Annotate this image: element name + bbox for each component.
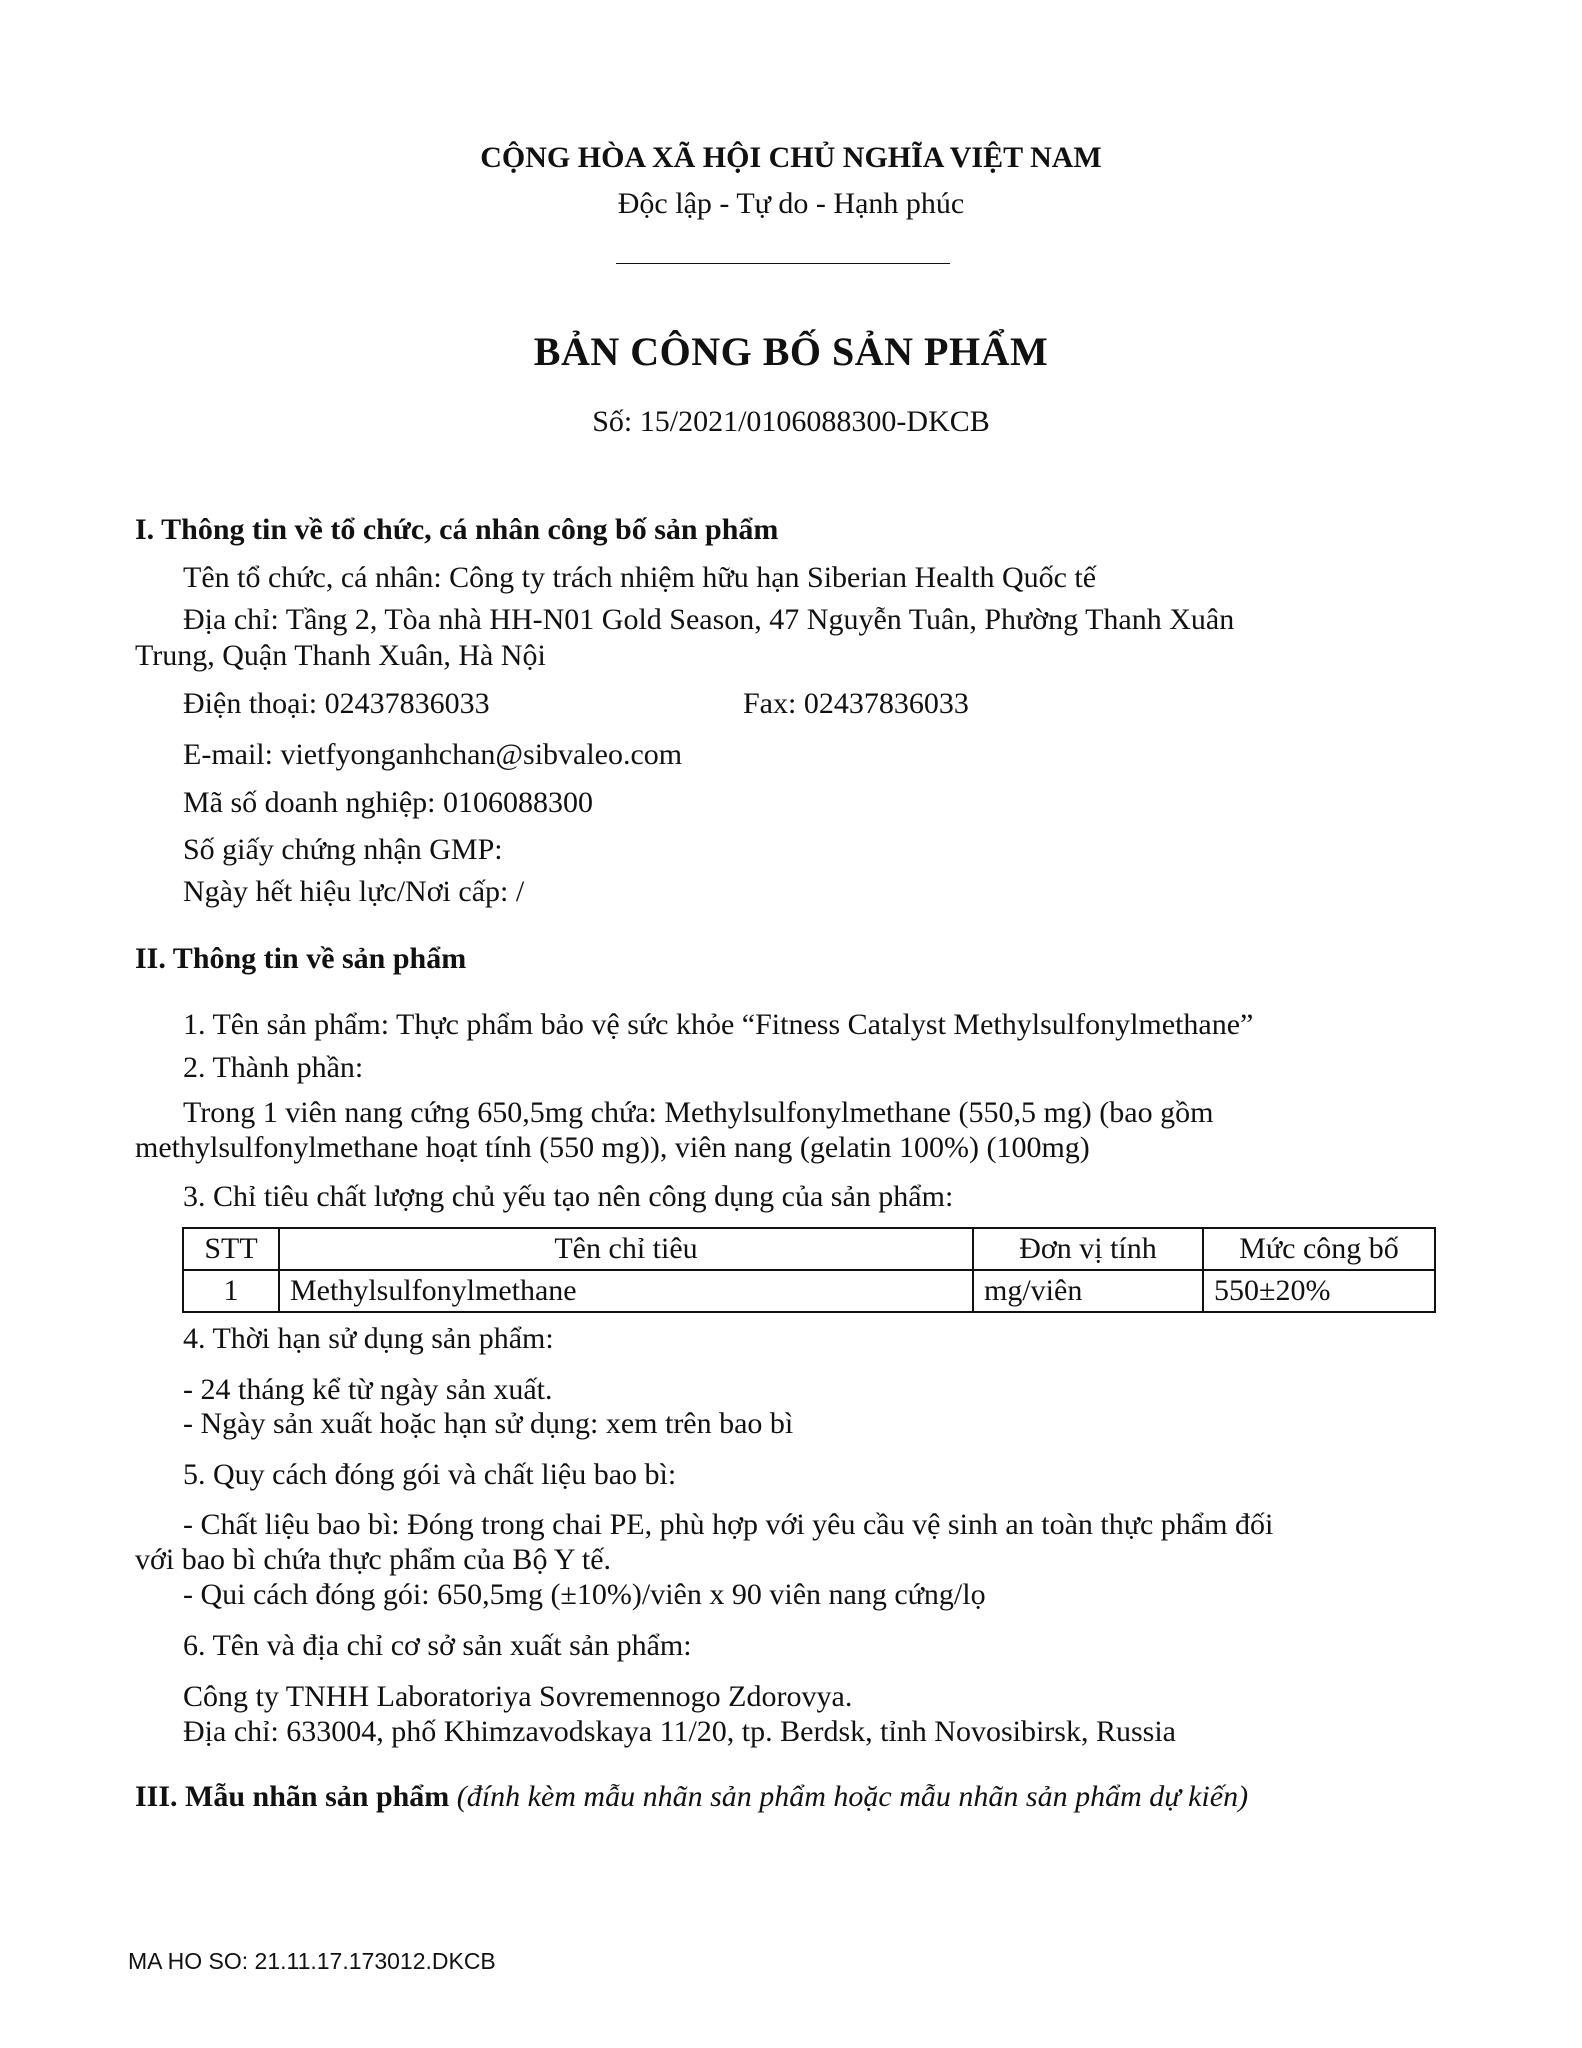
table-cell: 550±20% — [1203, 1270, 1435, 1312]
manufacturer-label: 6. Tên và địa chỉ cơ sở sản xuất sản phẩm: — [183, 1629, 692, 1662]
org-validity: Ngày hết hiệu lực/Nơi cấp: / — [183, 875, 525, 908]
packaging-label: 5. Quy cách đóng gói và chất liệu bao bì: — [183, 1458, 677, 1491]
manufacturer-name: Công ty TNHH Laboratoriya Sovremennogo Zdorovya. — [183, 1680, 853, 1713]
table-header-cell: Tên chỉ tiêu — [279, 1228, 973, 1270]
packaging-line-2: với bao bì chứa thực phẩm của Bộ Y tế. — [135, 1543, 612, 1576]
table-header-cell: Đơn vị tính — [973, 1228, 1203, 1270]
org-address-line-2: Trung, Quận Thanh Xuân, Hà Nội — [135, 639, 546, 672]
org-fax: Fax: 02437836033 — [743, 687, 969, 720]
section-3-heading — [135, 1779, 1248, 1815]
shelf-life-line-2: - Ngày sản xuất hoặc hạn sử dụng: xem trên bao bì — [183, 1407, 794, 1440]
quality-table — [182, 1227, 1436, 1313]
table-cell: Methylsulfonylmethane — [279, 1270, 973, 1312]
motto: Độc lập - Tự do - Hạnh phúc — [617, 187, 965, 220]
header-divider — [616, 263, 950, 264]
org-gmp: Số giấy chứng nhận GMP: — [183, 833, 503, 866]
table-cell: 1 — [183, 1270, 279, 1312]
section-1-heading: I. Thông tin về tổ chức, cá nhân công bố sản phẩm — [135, 513, 779, 546]
table-header-row — [183, 1228, 1435, 1270]
table-cell: mg/viên — [973, 1270, 1203, 1312]
dossier-code: MA HO SO: 21.11.17.173012.DKCB — [128, 1948, 496, 1974]
ingredients-label: 2. Thành phần: — [183, 1051, 364, 1084]
shelf-life-label: 4. Thời hạn sử dụng sản phẩm: — [183, 1322, 554, 1355]
ingredients-line-2: methylsulfonylmethane hoạt tính (550 mg)), viên nang (gelatin 100%) (100mg) — [135, 1131, 1090, 1164]
section-3-title: III. Mẫu nhãn sản phẩm — [135, 1780, 450, 1813]
org-name: Tên tổ chức, cá nhân: Công ty trách nhiệm hữu hạn Siberian Health Quốc tế — [183, 561, 1097, 594]
product-name: 1. Tên sản phẩm: Thực phẩm bảo vệ sức khỏe “Fitness Catalyst Methylsulfonylmethane” — [183, 1008, 1254, 1041]
org-tax-code: Mã số doanh nghiệp: 0106088300 — [183, 786, 593, 819]
country-heading: CỘNG HÒA XÃ HỘI CHỦ NGHĨA VIỆT NAM — [480, 141, 1102, 174]
packaging-line-1: - Chất liệu bao bì: Đóng trong chai PE, phù hợp với yêu cầu vệ sinh an toàn thực phẩm đối — [183, 1508, 1274, 1541]
document-title: BẢN CÔNG BỐ SẢN PHẨM — [533, 329, 1049, 374]
manufacturer-address: Địa chỉ: 633004, phố Khimzavodskaya 11/20, tp. Berdsk, tỉnh Novosibirsk, Russia — [183, 1715, 1176, 1748]
table-header-cell: Mức công bố — [1203, 1228, 1435, 1270]
org-phone: Điện thoại: 02437836033 — [183, 687, 490, 720]
table-header-cell: STT — [183, 1228, 279, 1270]
section-3-note: (đính kèm mẫu nhãn sản phẩm hoặc mẫu nhãn sản phẩm dự kiến) — [456, 1780, 1249, 1813]
table-row — [183, 1270, 1435, 1312]
ingredients-line-1: Trong 1 viên nang cứng 650,5mg chứa: Methylsulfonylmethane (550,5 mg) (bao gồm — [183, 1096, 1214, 1129]
org-address-line-1: Địa chỉ: Tầng 2, Tòa nhà HH-N01 Gold Season, 47 Nguyễn Tuân, Phường Thanh Xuân — [183, 603, 1235, 636]
packaging-line-3: - Qui cách đóng gói: 650,5mg (±10%)/viên x 90 viên nang cứng/lọ — [183, 1578, 986, 1611]
document-number: Số: 15/2021/0106088300-DKCB — [592, 405, 990, 438]
section-2-heading: II. Thông tin về sản phẩm — [135, 942, 467, 975]
quality-label: 3. Chỉ tiêu chất lượng chủ yếu tạo nên công dụng của sản phẩm: — [183, 1180, 954, 1213]
org-email: E-mail: vietfyonganhchan@sibvaleo.com — [183, 738, 683, 771]
shelf-life-line-1: - 24 tháng kể từ ngày sản xuất. — [183, 1373, 553, 1406]
